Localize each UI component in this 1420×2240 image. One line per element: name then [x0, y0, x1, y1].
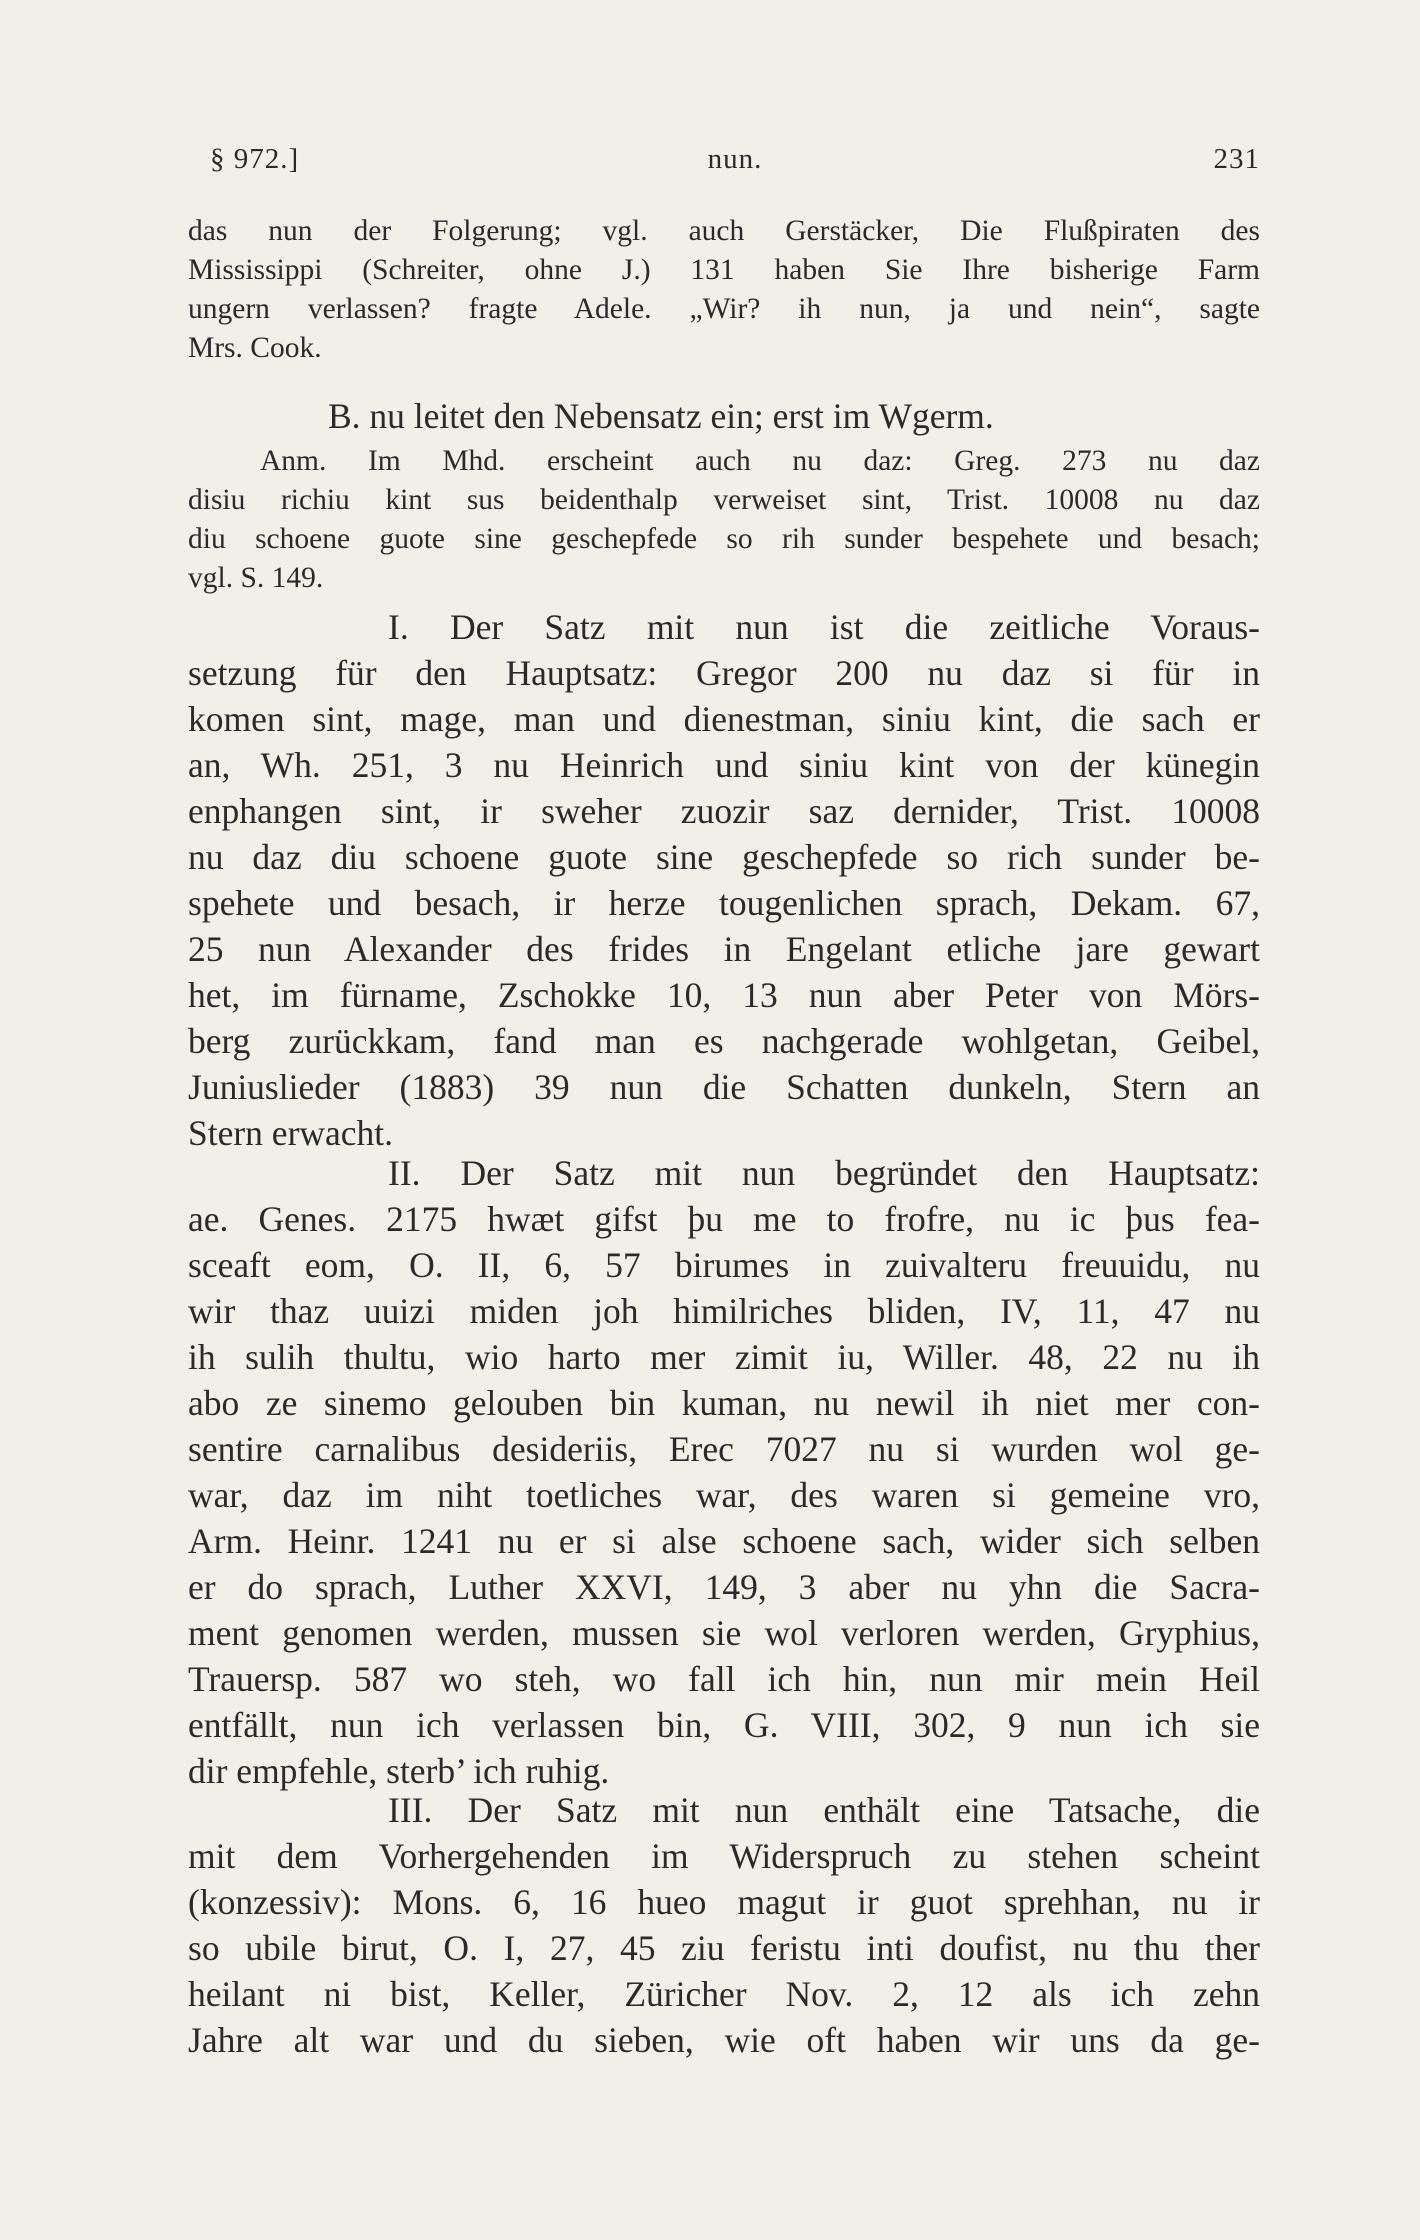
text-line: III. Der Satz mit nun enthält eine Tatsache, die	[388, 1790, 1260, 1830]
section-reference: § 972.]	[210, 143, 300, 175]
text-line: Mississippi (Schreiter, ohne J.) 131 haben Sie Ihre bisherige Farm	[188, 254, 1260, 286]
text-line: ae. Genes. 2175 hwæt gifst þu me to frofre, nu ic þus fea-	[188, 1199, 1260, 1239]
text-line: Mrs. Cook.	[188, 332, 322, 364]
text-line: komen sint, mage, man und dienestman, siniu kint, die sach er	[188, 699, 1260, 739]
text-line: 25 nun Alexander des frides in Engelant etliche jare gewart	[188, 929, 1260, 969]
page-number: 231	[1213, 143, 1260, 175]
text-line: mit dem Vorhergehenden im Widerspruch zu stehen scheint	[188, 1836, 1260, 1876]
text-line: II. Der Satz mit nun begründet den Hauptsatz:	[388, 1153, 1260, 1193]
text-line: berg zurückkam, fand man es nachgerade wohlgetan, Geibel,	[188, 1021, 1260, 1061]
text-line: disiu richiu kint sus beidenthalp verweiset sint, Trist. 10008 nu daz	[188, 484, 1260, 516]
text-line: setzung für den Hauptsatz: Gregor 200 nu daz si für in	[188, 653, 1260, 693]
section-i	[188, 604, 1260, 1156]
section-iii	[188, 1787, 1260, 2063]
text-line: Jahre alt war und du sieben, wie oft haben wir uns da ge-	[188, 2020, 1260, 2060]
text-line: ih sulih thultu, wio harto mer zimit iu, Willer. 48, 22 nu ih	[188, 1337, 1260, 1377]
text-line: vgl. S. 149.	[188, 562, 324, 594]
text-line: entfällt, nun ich verlassen bin, G. VIII, 302, 9 nun ich sie	[188, 1705, 1260, 1745]
text-line: dir empfehle, sterb’ ich ruhig.	[188, 1751, 610, 1791]
text-line: I. Der Satz mit nun ist die zeitliche Voraus-	[388, 607, 1260, 647]
text-line: sceaft eom, O. II, 6, 57 birumes in zuivalteru freuuidu, nu	[188, 1245, 1260, 1285]
text-line: heilant ni bist, Keller, Züricher Nov. 2, 12 als ich zehn	[188, 1974, 1260, 2014]
text-line: wir thaz uuizi miden joh himilriches bliden, IV, 11, 47 nu	[188, 1291, 1260, 1331]
text-line: abo ze sinemo gelouben bin kuman, nu newil ih niet mer con-	[188, 1383, 1260, 1423]
text-line: Juniuslieder (1883) 39 nun die Schatten dunkeln, Stern an	[188, 1067, 1260, 1107]
text-line: ment genomen werden, mussen sie wol verloren werden, Gryphius,	[188, 1613, 1260, 1653]
text-line: das nun der Folgerung; vgl. auch Gerstäcker, Die Flußpiraten des	[188, 215, 1260, 247]
text-line: B. nu leitet den Nebensatz ein; erst im Wgerm.	[328, 396, 994, 436]
text-line: Stern erwacht.	[188, 1113, 394, 1153]
text-line: (konzessiv): Mons. 6, 16 hueo magut ir guot sprehhan, nu ir	[188, 1882, 1260, 1922]
text-line: sentire carnalibus desideriis, Erec 7027 nu si wurden wol ge-	[188, 1429, 1260, 1469]
text-line: Anm. Im Mhd. erscheint auch nu daz: Greg. 273 nu daz	[260, 445, 1260, 477]
text-line: war, daz im niht toetliches war, des waren si gemeine vro,	[188, 1475, 1260, 1515]
text-line: ungern verlassen? fragte Adele. „Wir? ih nun, ja und nein“, sagte	[188, 293, 1260, 325]
running-header	[210, 143, 1260, 183]
text-line: Arm. Heinr. 1241 nu er si alse schoene sach, wider sich selben	[188, 1521, 1260, 1561]
text-line: Trauersp. 587 wo steh, wo fall ich hin, nun mir mein Heil	[188, 1659, 1260, 1699]
text-line: het, im fürname, Zschokke 10, 13 nun aber Peter von Mörs-	[188, 975, 1260, 1015]
text-line: enphangen sint, ir sweher zuozir saz dernider, Trist. 10008	[188, 791, 1260, 831]
text-line: spehete und besach, ir herze tougenlichen sprach, Dekam. 67,	[188, 883, 1260, 923]
text-line: er do sprach, Luther XXVI, 149, 3 aber nu yhn die Sacra-	[188, 1567, 1260, 1607]
text-line: an, Wh. 251, 3 nu Heinrich und siniu kint von der künegin	[188, 745, 1260, 785]
paragraph-gerstaecker	[188, 212, 1260, 368]
running-title: nun.	[707, 143, 763, 175]
section-heading-b	[188, 393, 1260, 439]
section-ii	[188, 1150, 1260, 1794]
text-line: nu daz diu schoene guote sine geschepfede so rich sunder be-	[188, 837, 1260, 877]
note-anm	[188, 442, 1260, 598]
text-line: diu schoene guote sine geschepfede so rih sunder bespehete und besach;	[188, 523, 1260, 555]
text-line: so ubile birut, O. I, 27, 45 ziu feristu inti doufist, nu thu ther	[188, 1928, 1260, 1968]
